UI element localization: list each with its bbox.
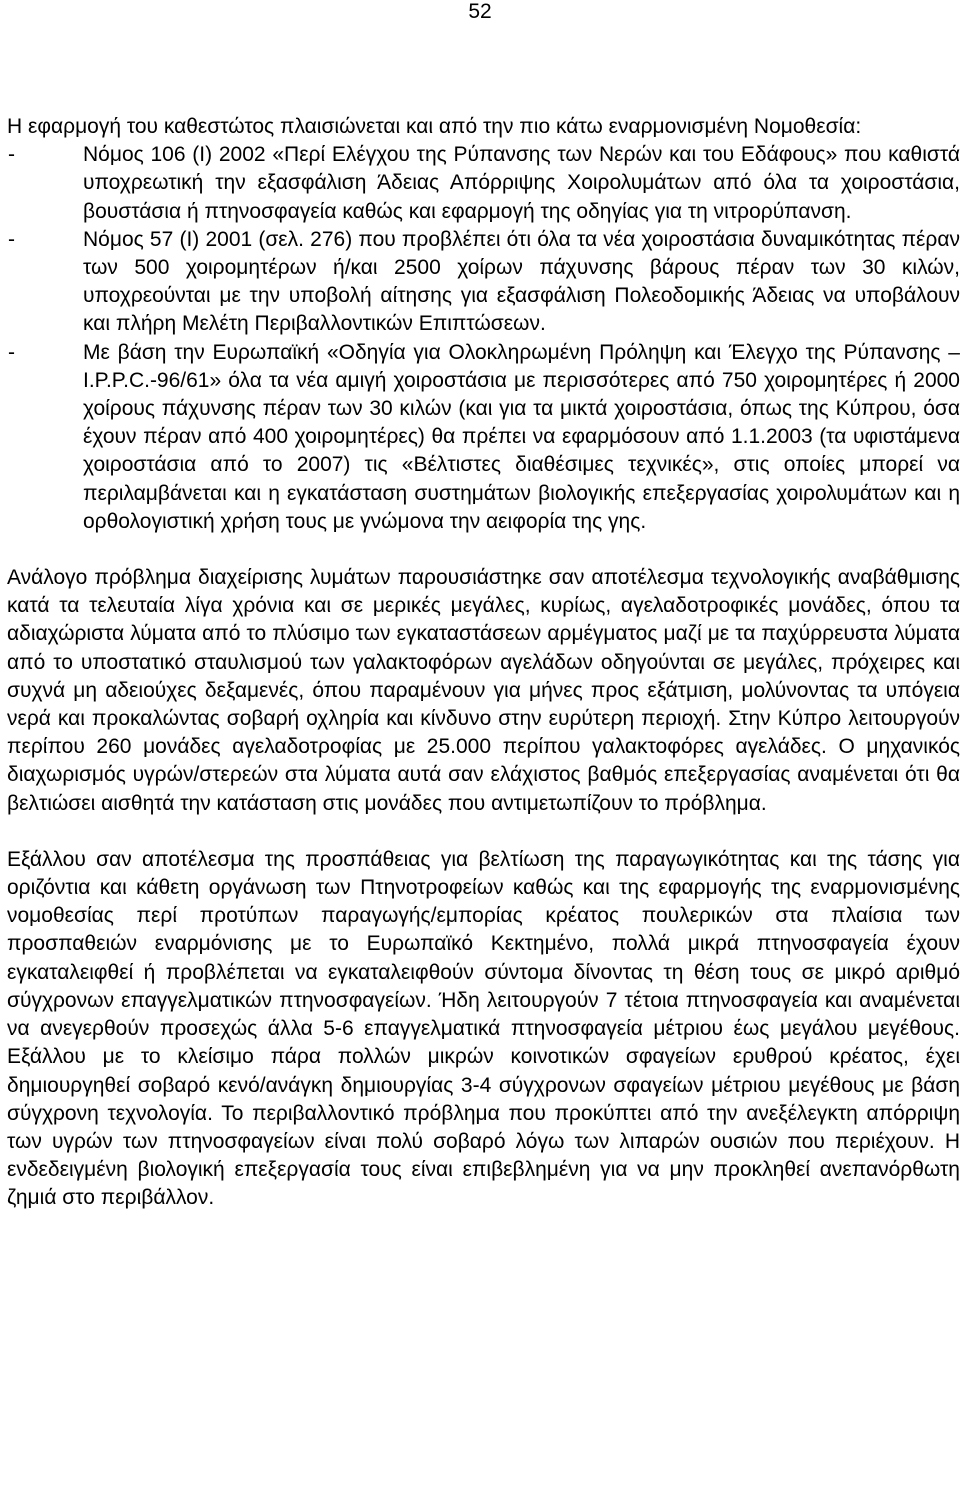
- list-item: [7, 339, 960, 536]
- paragraph-spacer: [7, 818, 960, 846]
- slaughterhouse-paragraph: Εξάλλου σαν αποτέλεσμα της προσπάθειας για βελτίωση της παραγωγικότητας και της τάσης για οριζόντια και κάθετη οργάνωση των Πτηνοτροφείων καθώς και της εφαρμογής της εναρμονισμένης νομοθεσίας περί προτύπων παραγωγής/εμπορίας κρέατος πουλερικών στα πλαίσια των προσπαθειών εναρμόνισης με το Ευρωπαϊκό Κεκτημένο, πολλά μικρά πτηνοσφαγεία έχουν εγκαταλειφθεί ή προβλέπεται να εγκαταλειφθούν σύντομα δίνοντας τη θέση τους σε μικρό αριθμό σύγχρονων επαγγελματικών πτηνοσφαγείων. Ήδη λειτουργούν 7 τέτοια πτηνοσφαγεία και αναμένεται να ανεγερθούν προσεχώς άλλα 5-6 επαγγελματικά πτηνοσφαγεία μέτριου έως μεγάλου μεγέθους. Εξάλλου με το κλείσιμο πάρα πολλών μικρών κοινοτικών σφαγείων ερυθρού κρέατος, έχει δημιουργηθεί σοβαρό κενό/ανάγκη δημιουργίας 3-4 σύγχρονων σφαγείων μέτριου μεγέθους με βάση σύγχρονη τεχνολογία. Το περιβαλλοντικό πρόβλημα που προκύπτει από την ανεξέλεγκτη απόρριψη των υγρών των πτηνοσφαγείων είναι πολύ σοβαρό λόγω των λιπαρών ουσιών που περιέχουν. Η ενδεδειγμένη βιολογική επεξεργασία τους είναι επιβεβλημένη για να μην προκληθεί ανεπανόρθωτη ζημιά στο περιβάλλον.: [7, 847, 960, 1210]
- list-item-text: Νόμος 57 (Ι) 2001 (σελ. 276) που προβλέπει ότι όλα τα νέα χοιροστάσια δυναμικότητας πέραν των 500 χοιρομητέρων ή/και 2500 χοίρων πάχυνσης βάρους πέραν των 30 κιλών, υποχρεούνται με την υποβολή αίτησης για εξασφάλιση Πολεοδομικής Άδειας να υποβάλουν και πλήρη Μελέτη Περιβαλλοντικών Επιπτώσεων.: [83, 227, 960, 336]
- list-item: [7, 226, 960, 339]
- page-number: 52: [468, 0, 492, 23]
- paragraph-spacer: [7, 536, 960, 564]
- document-body: [7, 113, 960, 1213]
- list-dash: -: [8, 340, 15, 364]
- intro-paragraph: Η εφαρμογή του καθεστώτος πλαισιώνεται και από την πιο κάτω εναρμονισμένη Νομοθεσία:: [7, 115, 862, 138]
- dairy-waste-paragraph: Ανάλογο πρόβλημα διαχείρισης λυμάτων παρουσιάστηκε σαν αποτέλεσμα τεχνολογικής αναβάθμισης κατά τα τελευταία λίγα χρόνια και σε μερικές μεγάλες, κυρίως, αγελαδοτροφικές μονάδες, όπου τα αδιαχώριστα λύματα από το πλύσιμο των εγκαταστάσεων αρμέγματος μαζί με τα παχύρρευστα λύματα από το υποστατικό σταυλισμού των γαλακτοφόρων αγελάδων οδηγούνται σε μεγάλες, πρόχειρες και συχνά μη αδειούχες δεξαμενές, όπου παραμένουν για μήνες προς εξάτμιση, μολύνοντας τα υπόγεια νερά και προκαλώντας σοβαρή οχληρία και κίνδυνο στην ευρύτερη περιοχή. Στην Κύπρο λειτουργούν περίπου 260 μονάδες αγελαδοτροφίας με 25.000 περίπου γαλακτοφόρες αγελάδες. Ο μηχανικός διαχωρισμός υγρών/στερεών στα λύματα αυτά σαν ελάχιστος βαθμός επεξεργασίας αναμένεται ότι θα βελτιώσει αισθητά την κατάσταση στις μονάδες που αντιμετωπίζουν το πρόβλημα.: [7, 566, 960, 815]
- list-dash: -: [8, 227, 15, 251]
- list-item-text: Με βάση την Ευρωπαϊκή «Οδηγία για Ολοκληρωμένη Πρόληψη και Έλεγχο της Ρύπανσης – I.P.P.C.-96/61» όλα τα νέα αμιγή χοιροστάσια με περισσότερες από 750 χοιρομητέρες ή 2000 χοίρους πάχυνσης πέραν των 30 κιλών (και για τα μικτά χοιροστάσια, όπως της Κύπρου, όσα έχουν πέραν από 400 χοιρομητέρες) θα πρέπει να εφαρμόσουν από 1.1.2003 (τα υφιστάμενα χοιροστάσια από το 2007) τις «Βέλτιστες διαθέσιμες τεχνικές», στις οποίες μπορεί να περιλαμβάνεται και η εγκατάσταση συστημάτων βιολογικής επεξεργασίας χοιρολυμάτων και η ορθολογιστική χρήση τους με γνώμονα την αειφορία της γης.: [83, 340, 960, 533]
- legislation-list: [7, 141, 960, 536]
- list-item-text: Νόμος 106 (Ι) 2002 «Περί Ελέγχου της Ρύπανσης των Νερών και του Εδάφους» που καθιστά υποχρεωτική την εξασφάλιση Άδειας Απόρριψης Χοιρολυμάτων από όλα τα χοιροστάσια, βουστάσια ή πτηνοσφαγεία καθώς και εφαρμογή της οδηγίας για τη νιτρορύπανση.: [83, 143, 960, 223]
- list-dash: -: [8, 143, 15, 167]
- list-item: [7, 141, 960, 226]
